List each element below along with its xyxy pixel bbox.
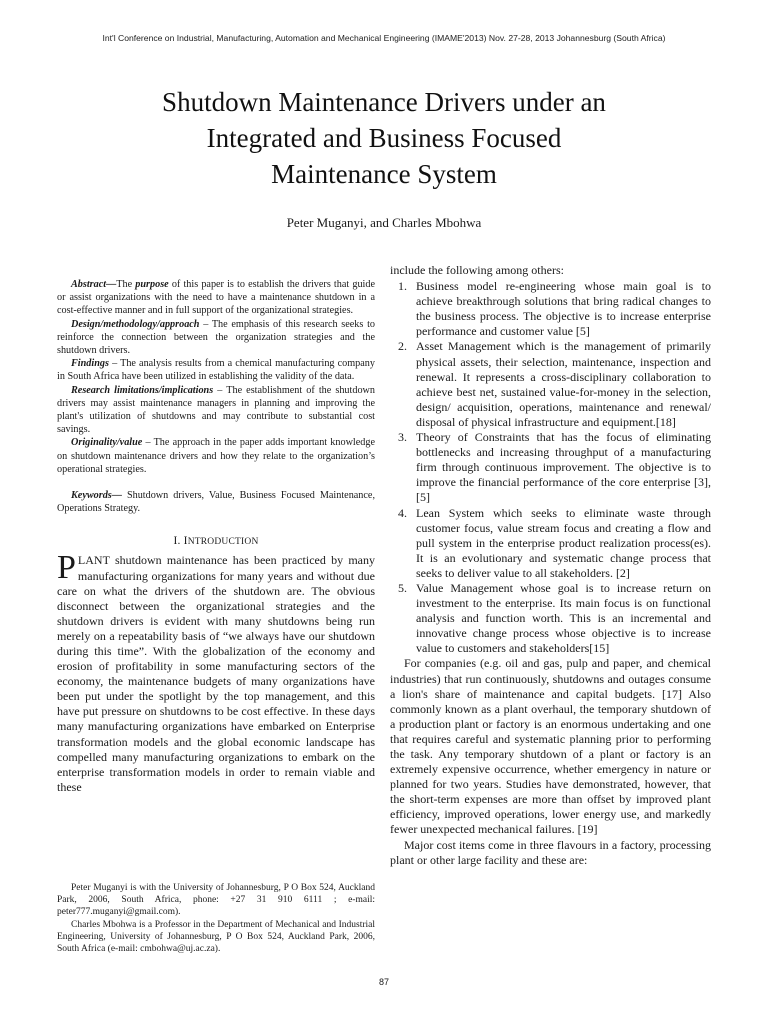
keywords-label: Keywords— <box>71 490 122 502</box>
title-line: Integrated and Business Focused <box>206 123 562 153</box>
abstract-design <box>57 318 375 358</box>
originality-label: Originality/value <box>71 437 143 449</box>
section-heading <box>57 535 375 547</box>
list-number: 1. <box>398 279 407 294</box>
abstract-originality <box>57 436 375 476</box>
design-label: Design/methodology/approach <box>71 318 200 330</box>
abstract-limitations <box>57 384 375 437</box>
list-text: Asset Management which is the management of primarily physical assets, their selection, maintenance, inspection and renewal. It represents a cross-disciplinary collaboration to achieve best net, sustained value-for-money in the selection, design/ acquisition, operations, maintenance and renewal/ disposal of physical infrastructure and equipment.[18] <box>416 339 711 429</box>
list-text: Business model re-engineering whose main goal is to achieve breakthrough solutions that bring radical changes to the business process. The objective is to increase enterprise performance and customer value [5] <box>416 279 711 339</box>
list-number: 2. <box>398 339 407 354</box>
list-text: Value Management whose goal is to increase return on investment to the enterprise. Its main focus is on functional analysis and function worth. This is an incremental and innovative change process whose objective is to increase value to customers and stakeholders[15] <box>416 580 711 656</box>
title-line: Shutdown Maintenance Drivers under an <box>162 87 606 117</box>
findings-text: – The analysis results from a chemical manufacturing company in South Africa have been utilized in establishing the validity of the data. <box>57 358 375 383</box>
originality-text: – The approach in the paper adds important knowledge on shutdown maintenance drivers and how they relate to the organization’s operational strategies. <box>57 437 375 475</box>
list-item <box>390 279 711 339</box>
list-item <box>390 430 711 505</box>
abstract <box>57 278 375 318</box>
design-text: – The emphasis of this research seeks to reinforce the connection between the organization strategies and the shutdown drivers. <box>57 318 375 357</box>
list-item <box>390 339 711 430</box>
purpose-label: purpose <box>135 279 169 290</box>
conference-header: Int'l Conference on Industrial, Manufacturing, Automation and Mechanical Engineering (IMAME'2013) Nov. 27-28, 2013 Johannesburg (South Africa) <box>102 33 666 43</box>
footnote: Peter Muganyi is with the University of Johannesburg, P O Box 524, Auckland Park, 2006, South Africa, phone: +27 31 910 6111 ; e-mail: peter777.muganyi@gmail.com). <box>57 883 375 918</box>
abstract-pre: The <box>116 279 136 290</box>
intro-paragraph <box>57 549 375 795</box>
list-number: 5. <box>398 580 407 595</box>
left-column <box>57 278 375 795</box>
intro-text: LANT shutdown maintenance has been practiced by many manufacturing organizations for many years and without due care on what the drivers of the shutdown are. The obvious disconnect between the organizational strategies and the shutdown drivers is evident with many shutdowns being run merely on a repeatability basis of “we always have our shutdown during this time”. With the globalization of the economy and erosion of profitability in some manufacturing sectors of the economy, the maintenance budgets of many organizations have been put under the spotlight by the top management, and this have put pressure on shutdowns to be cost effective. In these days many manufacturing organizations have embarked on Enterprise transformation models and the global economic landscape has compelled many manufacturing organizations to embark on the enterprise transformation models in order to remain viable and these <box>57 553 375 794</box>
list-item <box>390 581 711 656</box>
list-number: 3. <box>398 430 407 445</box>
page-number: 87 <box>378 977 389 987</box>
abstract-label: Abstract— <box>71 279 117 290</box>
list-item <box>390 506 711 581</box>
keywords-text: Shutdown drivers, Value, Business Focused Maintenance, Operations Strategy. <box>57 490 375 515</box>
authors: Peter Muganyi, and Charles Mbohwa <box>286 215 482 230</box>
list-number: 4. <box>398 505 407 520</box>
list-text: Theory of Constraints that has the focus of eliminating bottlenecks and increasing throughput of a manufacturing firm through continuous improvement. The objective is to improve the financial performance of the core enterprise [3], [5] <box>416 430 711 505</box>
section-title: NTRODUCTION <box>187 537 259 548</box>
body-paragraph: For companies (e.g. oil and gas, pulp and paper, and chemical industries) that run continuously, shutdowns and outages consume a lion's share of maintenance and capital budgets. [17] Also commonly known as a plant overhaul, the temporary shutdown of a production plant or factory is an enormous undertaking and one that requires careful and systematic planning prior to performing the task. Any temporary shutdown of a plant or factory is an extremely expensive occurrence, whether emergency in nature or planned for two years. Studies have demonstrated, however, that the short-term expenses are more than offset by improved plant efficiency, improved operations, lower energy use, and markedly fewer unexpected mechanical failures. [19] <box>390 656 711 837</box>
footnote: Charles Mbohwa is a Professor in the Department of Mechanical and Industrial Engineering, University of Johannesburg, P O Box 524, Auckland Park, 2006, South Africa (e-mail: cmbohwa@uj.ac.za). <box>57 919 375 955</box>
list-intro: include the following among others: <box>390 263 564 277</box>
drop-cap: P <box>57 549 76 587</box>
title-line: Maintenance System <box>271 159 497 189</box>
drivers-list <box>390 279 711 656</box>
limitations-text: – The establishment of the shutdown drivers may assist maintenance managers in planning and improving the plant's utilization of shutdowns and may contribute to substantial cost savings. <box>57 384 375 436</box>
body-paragraph: Major cost items come in three flavours in a factory, processing plant or other large facility and these are: <box>390 837 711 867</box>
abstract-findings <box>57 357 375 383</box>
author-footnotes <box>57 882 375 955</box>
list-text: Lean System which seeks to eliminate waste through customer focus, value stream focus and creating a flow and pull system in the enterprise product realization process(es). It is an evolutionary and systematic change process that seeks to deliver value to all stakeholders. [2] <box>416 505 711 580</box>
limitations-label: Research limitations/implications <box>71 384 214 396</box>
paper-title <box>84 84 684 192</box>
right-column <box>390 263 711 868</box>
abstract-text: of this paper is to establish the drivers that guide or assist organizations with the need to have a maintenance shutdown in a cost-effective manner and in full support of the organizational strategies. <box>57 279 375 317</box>
section-numeral: I. I <box>173 535 188 548</box>
findings-label: Findings <box>71 358 109 370</box>
keywords <box>57 489 375 515</box>
